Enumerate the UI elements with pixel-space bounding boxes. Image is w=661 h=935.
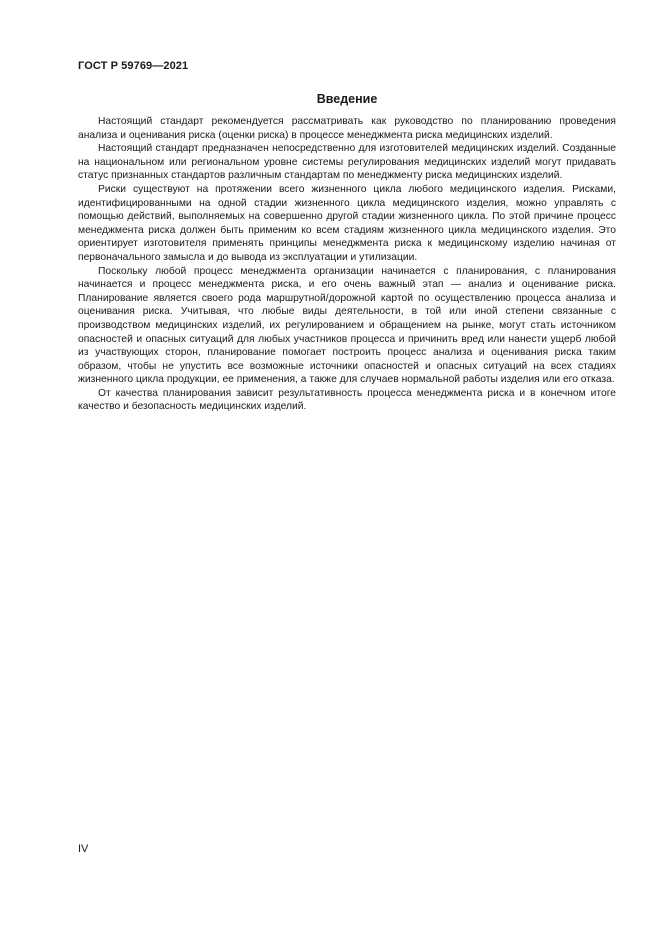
body-text (78, 115, 616, 414)
page-number: IV (78, 843, 89, 855)
paragraph: Настоящий стандарт предназначен непосредственно для изготовителей медицинских изделий. Созданные на национальном или региональном уровне системы регулирования медицинских изделий могут придавать статус признанных стандартов различным стандартам по менеджменту риска медицинских изделий. (78, 143, 616, 182)
paragraph: Настоящий стандарт рекомендуется рассматривать как руководство по планированию проведения анализа и оценивания риска (оценки риска) в процессе менеджмента риска медицинских изделий. (78, 116, 616, 141)
paragraph: От качества планирования зависит результативность процесса менеджмента риска и в конечном итоге качество и безопасность медицинских изделий. (78, 387, 616, 413)
paragraph: Риски существуют на протяжении всего жизненного цикла любого медицинского изделия. Рисками, идентифицированными на одной стадии жизненного цикла медицинского изделия, можно управлять с помощью действий, выполняемых на совершенно другой стадии жизненного цикла. По этой причине процесс менеджмента риска должен быть применим ко всем стадиям жизненного цикла медицинского изделия. Это ориентирует изготовителя применять принципы менеджмента риска к медицинскому изделию начиная от первоначального замысла и до вывода из эксплуатации и утилизации. (78, 183, 616, 263)
paragraph: Поскольку любой процесс менеджмента организации начинается с планирования, с планирования начинается и процесс менеджмента риска, и его очень важный этап — анализ и оценивание риска. Планирование является своего рода маршрутной/дорожной картой по осуществлению процесса анализа и оценивания риска. Учитывая, что любые виды деятельности, в той или иной степени связанные с производством медицинских изделий, их регулированием и обращением на рынке, могут стать источником опасностей и опасных ситуаций для любых участников процесса и причинить вред или нанести ущерб любой из участвующих сторон, планирование помогает построить процесс анализа и оценивания риска таким образом, чтобы не упустить все возможные источники опасностей и опасных ситуаций на всех стадиях жизненного цикла продукции, ее применения, а также для случаев нормальной работы изделия или его отказа. (78, 265, 616, 386)
document-code: ГОСТ Р 59769—2021 (78, 60, 189, 72)
section-title: Введение (316, 92, 378, 106)
